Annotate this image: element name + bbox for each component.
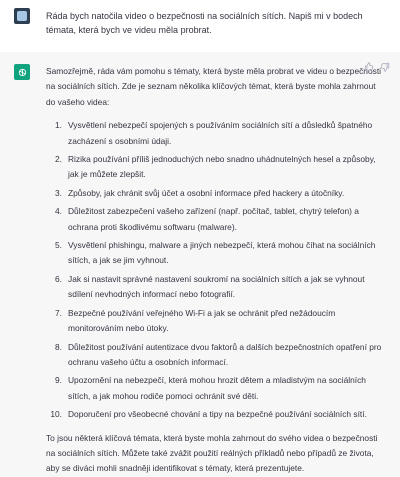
- list-item: [46, 407, 386, 422]
- list-item: [46, 340, 386, 371]
- list-item-number: 3.: [55, 187, 62, 198]
- list-item: [46, 204, 386, 235]
- list-item-text: Bezpečné používání veřejného Wi-Fi a jak se ochránit před nežádoucím monitorováním nebo útoky.: [68, 307, 336, 334]
- list-item-text: Způsoby, jak chránit svůj účet a osobní informace před hackery a útočníky.: [68, 187, 345, 198]
- list-item-text: Důležitost používání autentizace dvou faktorů a dalších bezpečnostních opatření pro ochranu vašeho účtu a osobních informací.: [68, 341, 382, 367]
- assistant-intro: Samozřejmě, ráda vám pomohu s tématy, která byste měla probrat ve videu o bezpečnosti na sociálních sítích. Zde je seznam několika klíčových témat, která byste mohla zahrnout do vašeho videa:: [46, 66, 382, 107]
- openai-logo-icon: [14, 64, 30, 80]
- list-item: [46, 306, 386, 337]
- list-item-number: 2.: [55, 154, 62, 165]
- list-item-text: Doporučení pro všeobecné chování a tipy na bezpečné používání sociálních sítí.: [68, 409, 367, 420]
- list-item-number: 8.: [55, 341, 62, 352]
- thumbs-up-icon[interactable]: [364, 62, 374, 77]
- list-item: [46, 238, 386, 269]
- list-item: [46, 118, 386, 149]
- user-message-text: Ráda bych natočila video o bezpečnosti na sociálních sítích. Napiš mi v bodech témata, která bych ve videu měla probrat.: [46, 11, 363, 35]
- list-item-text: Jak si nastavit správné nastavení soukromí na sociálních sítích a jak se vyhnout sdílení nevhodných informací nebo fotografií.: [68, 273, 365, 300]
- message-actions: [364, 62, 390, 77]
- list-item-number: 7.: [55, 307, 62, 318]
- list-item: [46, 152, 386, 183]
- assistant-message: [0, 52, 400, 477]
- list-item-text: Vysvětlení nebezpečí spojených s používáním sociálních sítí a důsledků špatného zacházení s osobními údaji.: [68, 120, 373, 146]
- list-item: [46, 186, 386, 201]
- thumbs-down-icon[interactable]: [380, 62, 390, 77]
- list-item: [46, 373, 386, 404]
- list-item: [46, 272, 386, 303]
- list-item-number: 5.: [55, 240, 62, 251]
- list-item-number: 6.: [55, 273, 62, 284]
- list-item-text: Vysvětlení phishingu, malware a jiných nebezpečí, která mohou číhat na sociálních sítích, a jak se jim vyhnout.: [68, 240, 376, 266]
- topic-list: [46, 118, 386, 422]
- list-item-text: Důležitost zabezpečení vašeho zařízení (např. počítač, tablet, chytrý telefon) a ochrana proti škodlivému softwaru (malware).: [68, 206, 359, 232]
- list-item-number: 10.: [50, 409, 62, 420]
- user-avatar: [14, 8, 30, 24]
- list-item-number: 1.: [55, 120, 62, 131]
- list-item-number: 9.: [55, 375, 62, 386]
- list-item-text: Rizika používání příliš jednoduchých nebo snadno uhádnutelných hesel a způsoby, jak je můžete zlepšit.: [68, 154, 376, 180]
- list-item-text: Upozornění na nebezpečí, která mohou hrozit dětem a mladistvým na sociálních sítích, a jak mohou rodiče pomoci ochránit své děti.: [68, 375, 366, 401]
- assistant-outro: To jsou některá klíčová témata, která byste mohla zahrnout do svého videa o bezpečnosti na sociálních sítích. Můžete také zvážit použití reálných příkladů nebo případů ze života, aby se diváci mohli snadněji identifikovat s tématy, která prezentujete.: [46, 432, 378, 474]
- list-item-number: 4.: [55, 206, 62, 217]
- user-message: [0, 0, 400, 52]
